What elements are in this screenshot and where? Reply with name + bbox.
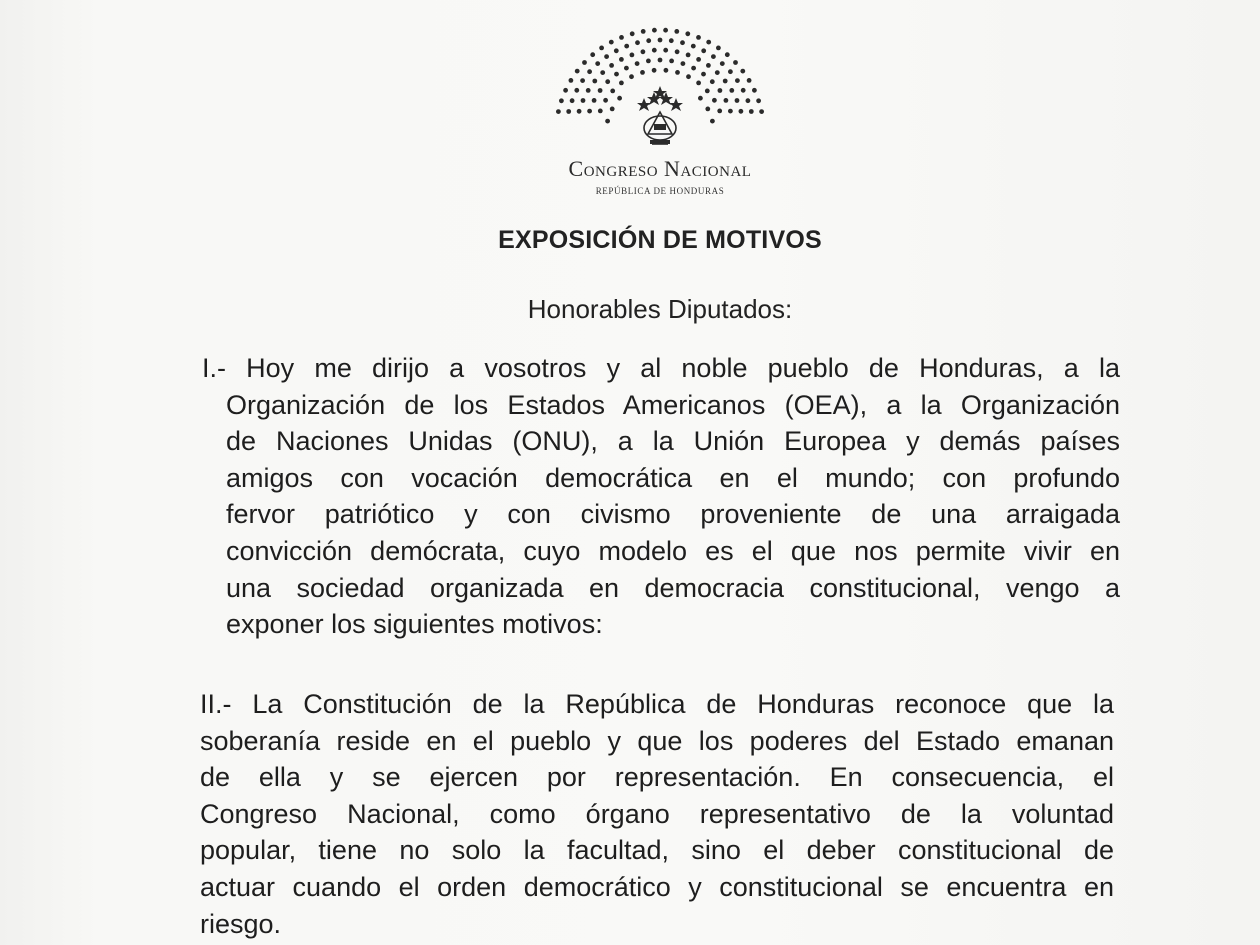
logo-title: Congreso Nacional (568, 156, 752, 181)
paragraph-line: soberanía reside en el pueblo y que los poderes del Estado emanan (200, 725, 1114, 756)
paragraph-line: I.- Hoy me dirijo a vosotros y al noble pueblo de Honduras, a la (202, 353, 1120, 383)
document-heading: EXPOSICIÓN DE MOTIVOS (498, 226, 822, 254)
paragraph-line: actuar cuando el orden democrático y constitucional se encuentra en (200, 871, 1114, 902)
paragraph-line: amigos con vocación democrática en el mundo; con profundo (226, 462, 1120, 493)
paragraph-line: exponer los siguientes motivos: (226, 609, 603, 640)
paragraph-1 (202, 350, 1120, 643)
paragraph-line: II.- La Constitución de la República de Honduras reconoce que la (200, 689, 1114, 719)
paragraph-line: popular, tiene no solo la facultad, sino el deber constitucional de (200, 835, 1114, 866)
paragraph-line: convicción demócrata, cuyo modelo es el que nos permite vivir en (226, 535, 1120, 566)
logo-subtitle: REPÚBLICA DE HONDURAS (595, 186, 725, 196)
paragraph-line: riesgo. (200, 908, 282, 939)
paragraph-line: Congreso Nacional, como órgano representativo de la voluntad (200, 798, 1114, 829)
paragraph-line: de Naciones Unidas (ONU), a la Unión Europea y demás países (226, 426, 1120, 457)
paragraph-line: Organización de los Estados Americanos (OEA), a la Organización (226, 389, 1120, 420)
paragraph-line: una sociedad organizada en democracia constitucional, vengo a (226, 572, 1120, 603)
paragraph-line: fervor patriótico y con civismo proveniente de una arraigada (226, 499, 1120, 530)
congress-hemicycle-seal-icon (520, 22, 800, 152)
salutation: Honorables Diputados: (527, 294, 793, 324)
paragraph-line: de ella y se ejercen por representación. En consecuencia, el (200, 762, 1114, 793)
congress-logo (520, 22, 800, 207)
paragraph-2 (200, 686, 1114, 942)
